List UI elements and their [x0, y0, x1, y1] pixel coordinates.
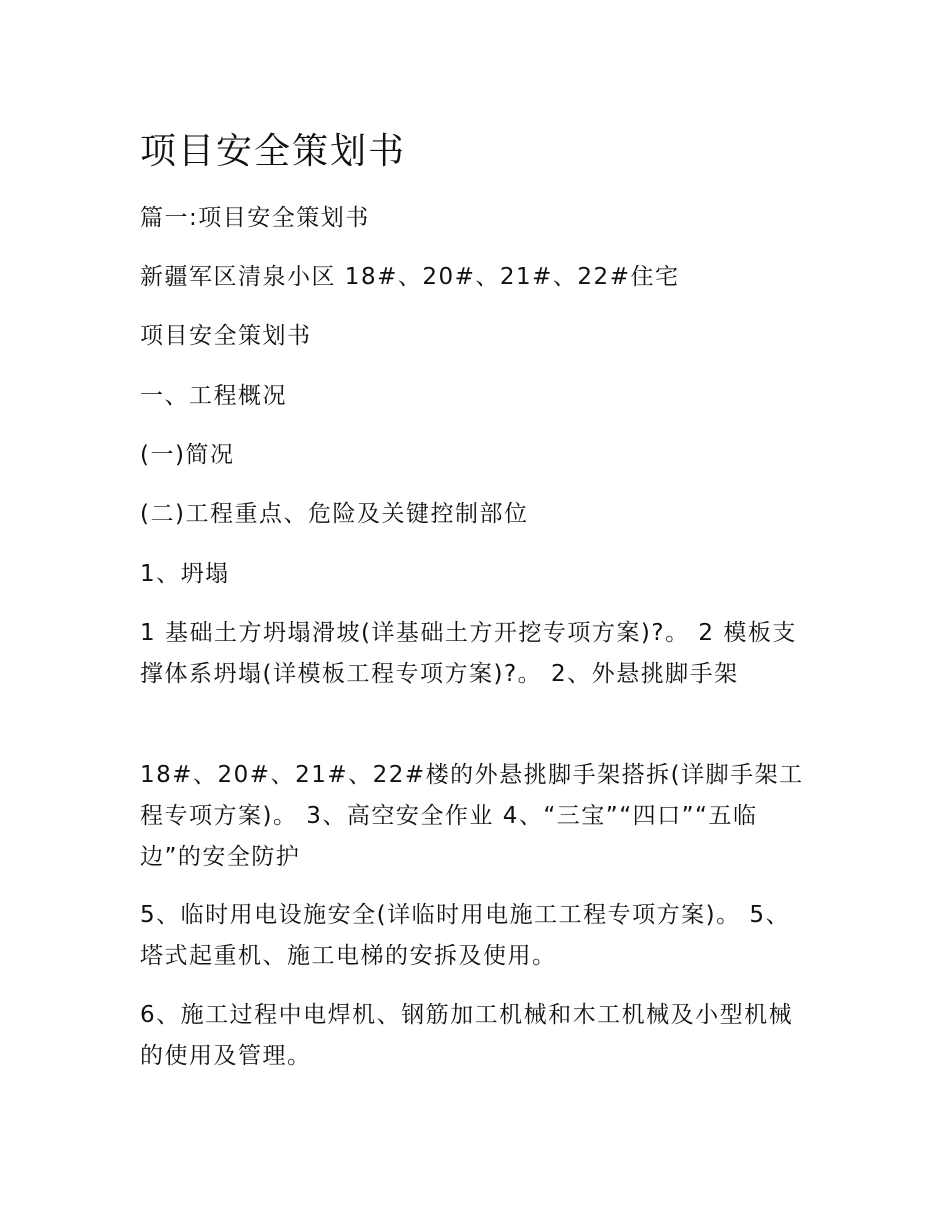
paragraph-project-name: 新疆军区清泉小区 18#、20#、21#、22#住宅 [140, 264, 680, 290]
subsection-heading-key-points: (二)工程重点、危险及关键控制部位 [140, 501, 529, 527]
paragraph-scaffold-details: 18#、20#、21#、22#楼的外悬挑脚手架搭拆(详脚手架工程专项方案)。 3、高空安全作业 4、“三宝”“四口”“五临边”的安全防护 [140, 762, 804, 870]
item-heading-collapse: 1、坍塌 [140, 561, 230, 587]
paragraph-machinery: 6、施工过程中电焊机、钢筋加工机械和木工机械及小型机械的使用及管理。 [140, 1002, 794, 1069]
subsection-heading-summary: (一)简况 [140, 442, 235, 468]
paragraph-subtitle: 篇一:项目安全策划书 [140, 205, 370, 231]
document-title: 项目安全策划书 [140, 131, 407, 172]
paragraph-collapse-details: 1 基础土方坍塌滑坡(详基础土方开挖专项方案)?。 2 模板支撑体系坍塌(详模板工程专项方案)?。 2、外悬挑脚手架 [140, 620, 797, 687]
paragraph-plan-title: 项目安全策划书 [140, 323, 312, 349]
paragraph-electrical-crane: 5、临时用电设施安全(详临时用电施工工程专项方案)。 5、塔式起重机、施工电梯的安拆及使用。 [140, 902, 791, 969]
section-heading-overview: 一、工程概况 [140, 383, 287, 409]
